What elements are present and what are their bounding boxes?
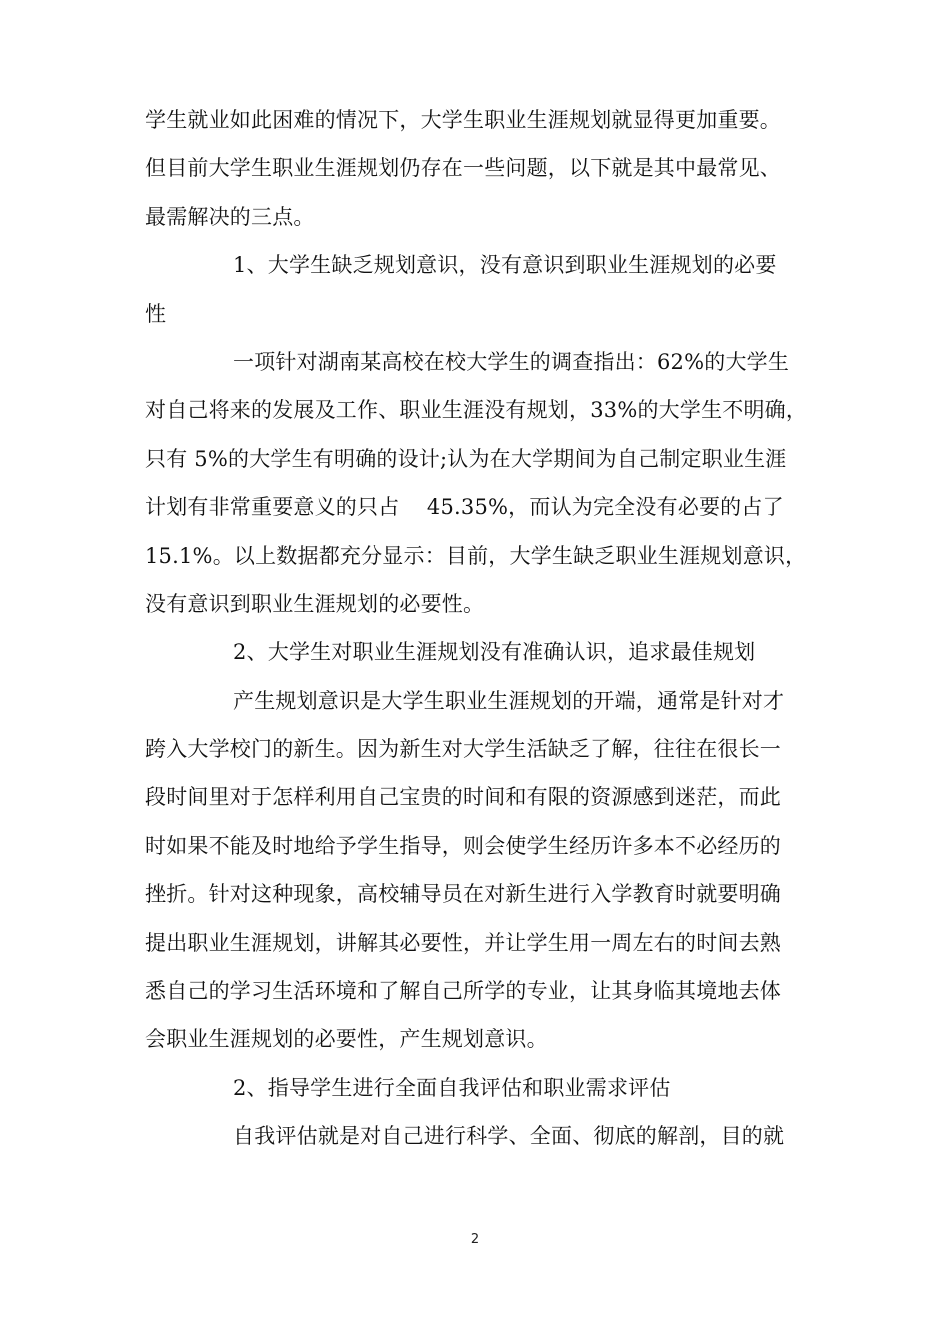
section-heading-3: 2、指导学生进行全面自我评估和职业需求评估 [233,1075,671,1100]
text-line-2: 但目前大学生职业生涯规划仍存在一些问题，以下就是其中最常见、 [145,156,781,181]
text-line-22: 自我评估就是对自己进行科学、全面、彻底的解剖，目的就 [233,1124,785,1149]
text-line-18: 提出职业生涯规划，讲解其必要性，并让学生用一周左右的时间去熟 [145,930,781,955]
text-line-17: 挫折。针对这种现象，高校辅导员在对新生进行入学教育时就要明确 [145,882,781,907]
text-line-10: 15.1%。以上数据都充分显示：目前，大学生缺乏职业生涯规划意识， [145,543,807,568]
text-line-13: 产生规划意识是大学生职业生涯规划的开端，通常是针对才 [233,688,785,713]
text-line-5: 性 [145,301,167,326]
text-line-15: 段时间里对于怎样利用自己宝贵的时间和有限的资源感到迷茫，而此 [145,785,781,810]
text-line-20: 会职业生涯规划的必要性，产生规划意识。 [145,1027,548,1052]
text-line-7: 对自己将来的发展及工作、职业生涯没有规划，33%的大学生不明确， [145,398,808,423]
text-line-3: 最需解决的三点。 [145,204,315,229]
text-line-6: 一项针对湖南某高校在校大学生的调查指出：62%的大学生 [233,349,790,374]
section-heading-1: 1、大学生缺乏规划意识，没有意识到职业生涯规划的必要 [233,253,777,278]
text-line-14: 跨入大学校门的新生。因为新生对大学生活缺乏了解，往往在很长一 [145,737,781,762]
text-line-8: 只有 5%的大学生有明确的设计;认为在大学期间为自己制定职业生涯 [145,446,787,471]
text-line-1: 学生就业如此困难的情况下，大学生职业生涯规划就显得更加重要。 [145,108,781,132]
section-heading-2: 2、大学生对职业生涯规划没有准确认识，追求最佳规划 [233,640,756,665]
text-line-19: 悉自己的学习生活环境和了解自己所学的专业，让其身临其境地去体 [145,979,781,1004]
text-line-11: 没有意识到职业生涯规划的必要性。 [145,591,485,616]
text-line-16: 时如果不能及时地给予学生指导，则会使学生经历许多本不必经历的 [145,833,781,858]
text-line-9: 计划有非常重要意义的只占 45.35%，而认为完全没有必要的占了 [145,495,784,520]
body-text [145,96,825,1161]
page-number: 2 [470,1232,480,1247]
